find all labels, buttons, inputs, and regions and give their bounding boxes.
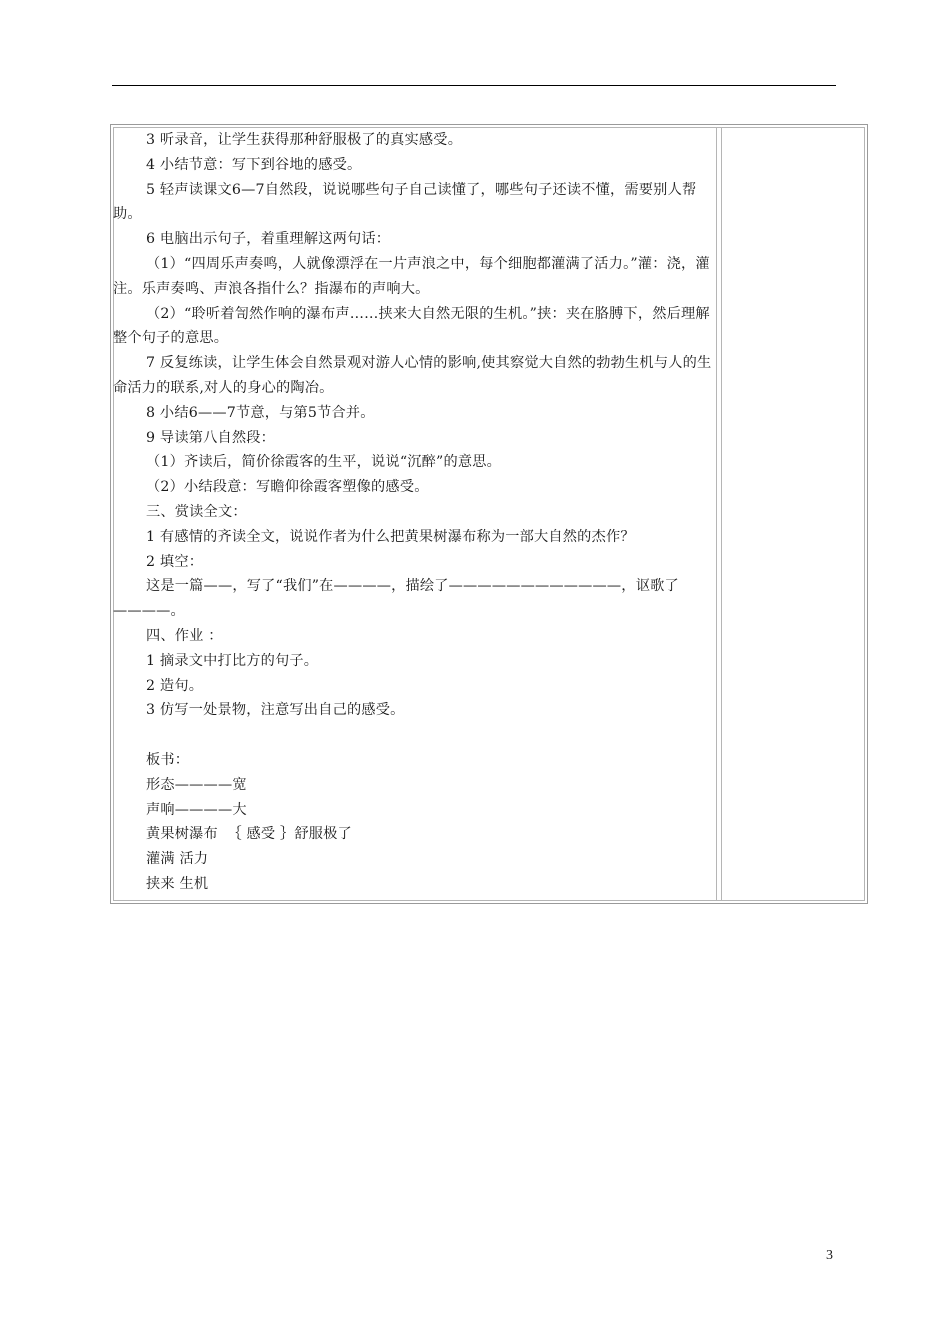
step-line: 4 小结节意：写下到谷地的感受。 [146,156,362,173]
section-heading: 三、赏读全文： [146,503,247,520]
board-line: 黄果树瀑布 ｛ 感受 ｝舒服极了 [146,826,352,843]
board-line: 挟来 生机 [146,875,209,892]
board-title: 板书： [146,751,190,768]
step-line: （2）小结段意：写瞻仰徐霞客塑像的感受。 [146,479,429,496]
step-line: 2 填空： [146,553,204,570]
step-line: 7 反复练读，让学生体会自然景观对游人心情的影响,使其察觉大自然的勃勃生机与人的生命活力的联系,对人的身心的陶冶。 [113,355,712,396]
board-line: 灌满 活力 [146,851,209,868]
step-line: 5 轻声读课文6—7自然段，说说哪些句子自己读懂了，哪些句子还读不懂，需要别人帮助。 [113,181,697,223]
board-line: 声响————大 [146,801,247,818]
lesson-content [113,128,717,897]
step-line: （1）齐读后，简价徐霞客的生平，说说“沉醉”的意思。 [146,454,502,471]
board-line: 形态————宽 [146,776,247,793]
step-line: 1 有感情的齐读全文，说说作者为什么把黄果树瀑布称为一部大自然的杰作？ [146,528,635,545]
step-line: 9 导读第八自然段： [146,429,276,446]
step-line: （1）“四周乐声奏鸣，人就像漂浮在一片声浪之中，每个细胞都灌满了活力。”灌：浇，灌注。乐声奏鸣、声浪各指什么？指瀑布的声响大。 [113,255,710,297]
page-number: 3 [826,1248,833,1263]
step-line: 3 听录音，让学生获得那种舒服极了的真实感受。 [146,132,463,148]
homework-item: 1 摘录文中打比方的句子。 [146,652,319,669]
blank-line [113,723,717,748]
notes-column [720,127,865,901]
homework-item: 3 仿写一处景物，注意写出自己的感受。 [146,702,405,719]
step-line: 6 电脑出示句子，着重理解这两句话： [146,231,391,248]
homework-item: 2 造句。 [146,677,204,694]
step-line: （2）“聆听着訇然作响的瀑布声……挟来大自然无限的生机。”挟：夹在胳膊下，然后理解整个句子的意思。 [113,305,710,347]
fill-blank-line: 这是一篇——，写了“我们”在————，描绘了————————————，讴歌了————。 [113,578,679,620]
header-rule [112,85,836,86]
step-line: 8 小结6——7节意，与第5节合并。 [146,404,375,421]
section-heading: 四、作业 ： [146,627,223,644]
